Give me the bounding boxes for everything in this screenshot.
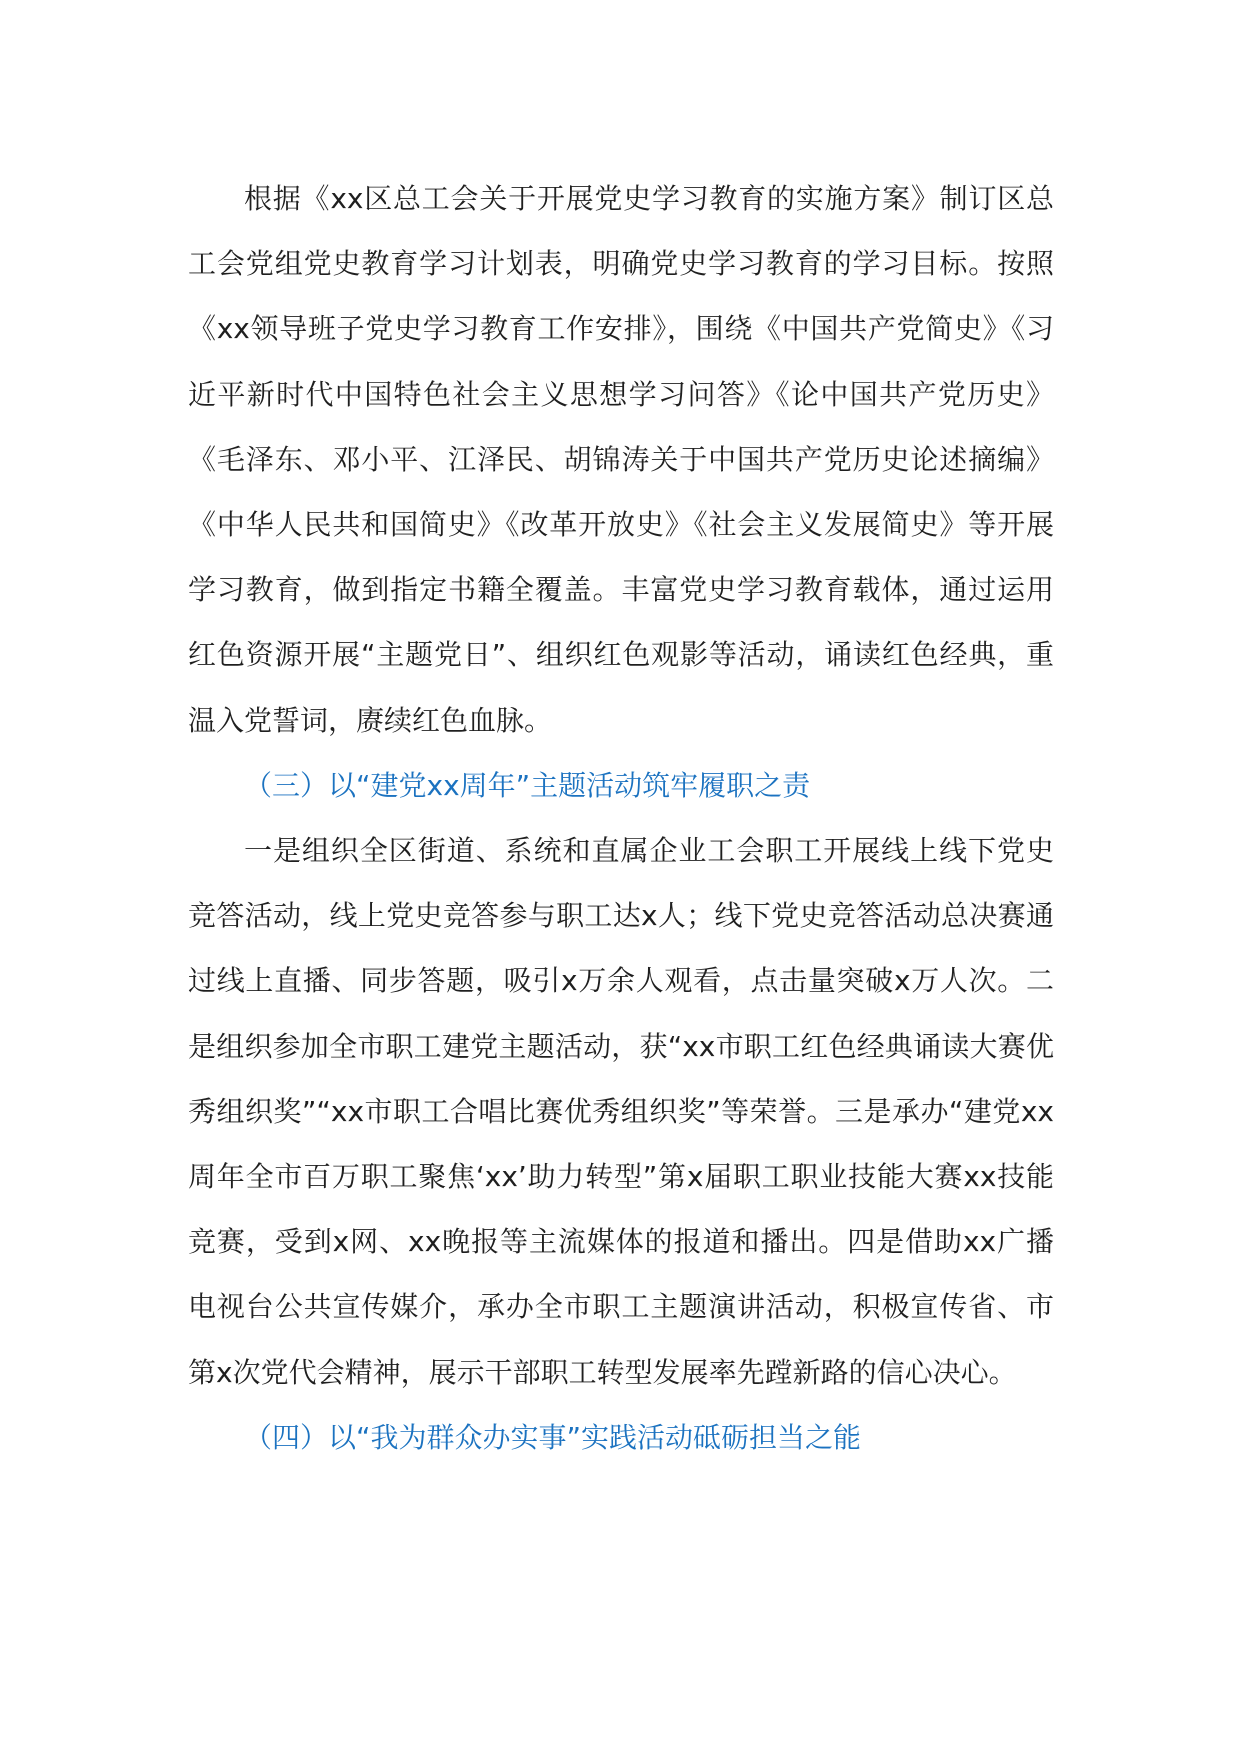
paragraph-anniversary-activities: 一是组织全区街道、系统和直属企业工会职工开展线上线下党史竞答活动，线上党史竞答参与职工达x人；线下党史竞答活动总决赛通过线上直播、同步答题，吸引x万余人观看，点击量突破x万人次。二是组织参加全市职工建党主题活动，获“xx市职工红色经典诵读大赛优秀组织奖”“xx市职工合唱比赛优秀组织奖”等荣誉。三是承办“建党xx周年全市百万职工聚焦‘xx’助力转型”第x届职工职业技能大赛xx技能竞赛，受到x网、xx晚报等主流媒体的报道和播出。四是借助xx广播电视台公共宣传媒介，承办全市职工主题演讲活动，积极宣传省、市第x次党代会精神，展示干部职工转型发展率先蹚新路的信心决心。 <box>188 834 1054 1389</box>
document-body <box>188 166 1054 1470</box>
section-heading-3: （三）以“建党xx周年”主题活动筑牢履职之责 <box>244 768 811 802</box>
section-heading-4: （四）以“我为群众办实事”实践活动砥砺担当之能 <box>244 1420 862 1454</box>
paragraph-study-plan: 根据《xx区总工会关于开展党史学习教育的实施方案》制订区总工会党组党史教育学习计划表，明确党史学习教育的学习目标。按照《xx领导班子党史学习教育工作安排》，围绕《中国共产党简史》《习近平新时代中国特色社会主义思想学习问答》《论中国共产党历史》《毛泽东、邓小平、江泽民、胡锦涛关于中国共产党历史论述摘编》《中华人民共和国简史》《改革开放史》《社会主义发展简史》等开展学习教育，做到指定书籍全覆盖。丰富党史学习教育载体，通过运用红色资源开展“主题党日”、组织红色观影等活动，诵读红色经典，重温入党誓词，赓续红色血脉。 <box>188 182 1054 737</box>
